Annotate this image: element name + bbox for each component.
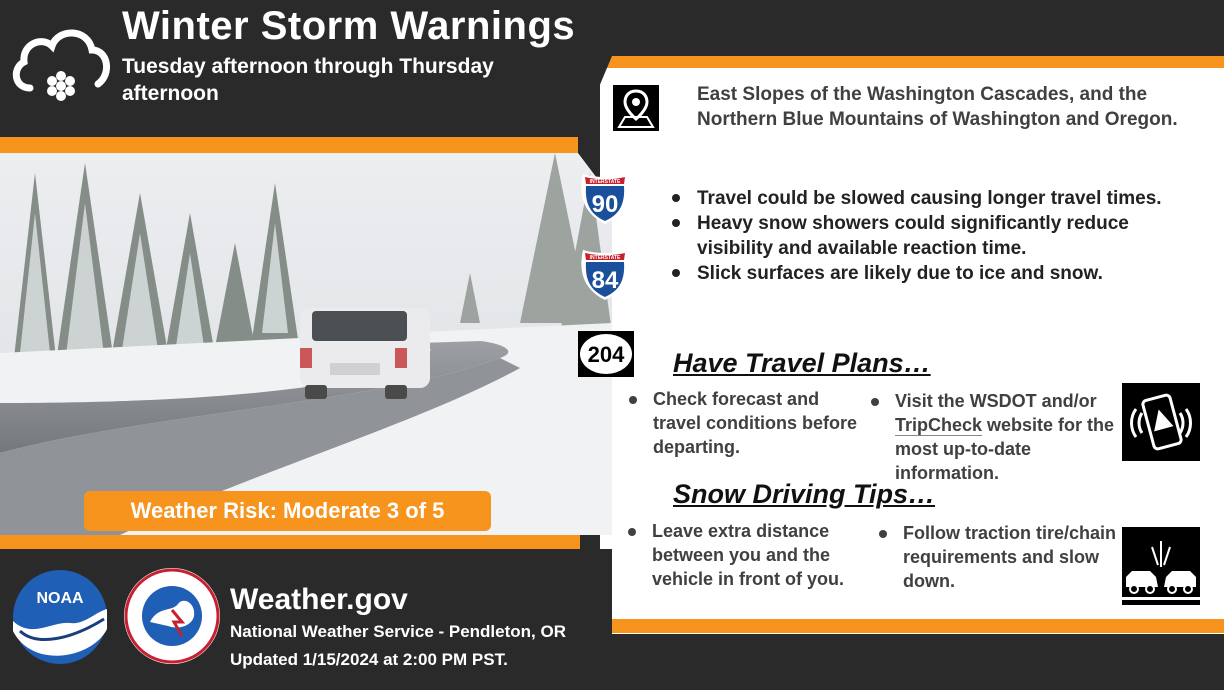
office-name: National Weather Service - Pendleton, OR — [230, 622, 566, 641]
page-title: Winter Storm Warnings — [122, 4, 576, 48]
car-collision-icon — [1122, 527, 1200, 610]
accent-stripe — [600, 56, 1224, 68]
time-range: Tuesday afternoon through Thursday afternoon — [122, 55, 494, 105]
map-pin-icon — [613, 85, 659, 136]
noaa-logo — [12, 569, 108, 670]
accent-stripe — [0, 535, 580, 549]
nws-logo — [122, 566, 222, 671]
svg-text:NOAA: NOAA — [36, 590, 84, 607]
list-item: Follow traction tire/chain requirements and slow down. — [876, 521, 1128, 593]
route-204-shield — [578, 331, 634, 382]
snow-cloud-icon — [8, 18, 114, 113]
phone-alert-icon — [1122, 383, 1200, 466]
affected-area: East Slopes of the Washington Cascades, and the Northern Blue Mountains of Washington and Oregon. — [697, 84, 1178, 130]
list-item: Leave extra distance between you and the vehicle in front of you. — [625, 519, 867, 591]
interstate-90-shield — [579, 172, 631, 231]
impact-list — [670, 186, 1200, 286]
site-name: Weather.gov — [230, 583, 408, 616]
svg-text:INTERSTATE: INTERSTATE — [589, 179, 621, 185]
risk-badge: Weather Risk: Moderate 3 of 5 — [84, 491, 491, 531]
interstate-84-shield — [579, 248, 631, 307]
list-item: Check forecast and travel conditions before departing. — [626, 387, 858, 459]
accent-stripe — [0, 137, 578, 153]
svg-text:84: 84 — [591, 267, 619, 294]
list-item: Slick surfaces are likely due to ice and snow. — [670, 261, 1200, 286]
snowy-road-photo — [0, 153, 612, 535]
tripcheck-link[interactable]: TripCheck — [895, 415, 983, 435]
svg-text:204: 204 — [587, 342, 625, 367]
list-item: Visit the WSDOT and/or TripCheck website for the most up-to-date information. — [868, 389, 1135, 485]
travel-plans-heading: Have Travel Plans… — [673, 348, 931, 378]
accent-stripe — [600, 619, 1224, 633]
list-item: Travel could be slowed causing longer travel times. — [670, 186, 1200, 211]
list-item: Heavy snow showers could significantly reduce visibility and available reaction time. — [670, 211, 1200, 261]
driving-tips-heading: Snow Driving Tips… — [673, 479, 936, 509]
svg-text:90: 90 — [591, 191, 619, 218]
svg-text:INTERSTATE: INTERSTATE — [589, 255, 621, 261]
updated-timestamp: Updated 1/15/2024 at 2:00 PM PST. — [230, 650, 508, 669]
